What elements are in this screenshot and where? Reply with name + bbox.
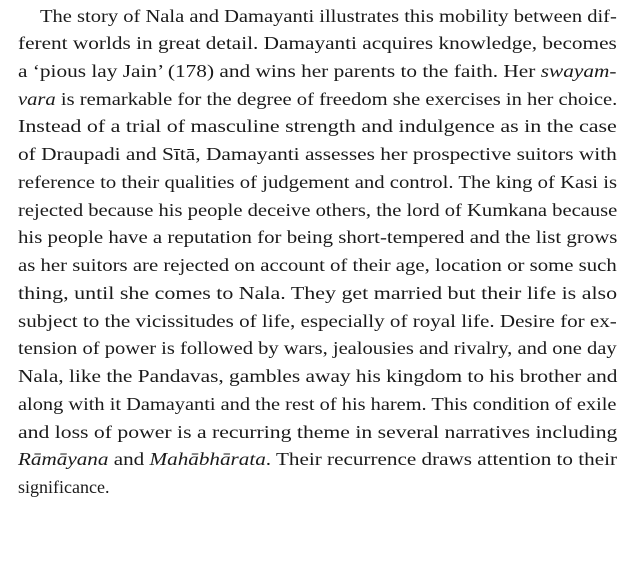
text-line-4 xyxy=(18,87,617,113)
line-8-text: rejected because his people deceive others, the lord of Kumkana because xyxy=(18,200,618,220)
text-line-18 xyxy=(18,475,109,501)
text-line-8 xyxy=(18,198,617,224)
line-4-text: is remarkable for the degree of freedom she exercises in her choice. xyxy=(55,89,618,109)
text-line-12 xyxy=(18,309,617,335)
line-3-italic: swayam- xyxy=(540,61,617,81)
text-line-17 xyxy=(18,447,617,473)
line-3-text: a ‘pious lay Jain’ (178) and wins her parents to the faith. Her xyxy=(18,61,541,81)
line-6-text: of Draupadi and Sītā, Damayanti assesses her prospective suitors with xyxy=(18,144,617,164)
line-17-text-and: and xyxy=(108,449,150,469)
text-line-15 xyxy=(18,392,616,418)
line-16-text: and loss of power is a recurring theme in several narratives including xyxy=(18,422,618,442)
text-line-11 xyxy=(18,281,617,307)
text-line-2 xyxy=(18,31,617,57)
line-10-text: as her suitors are rejected on account of their age, location or some such xyxy=(18,255,617,275)
line-2-text: ferent worlds in great detail. Damayanti acquires knowledge, becomes xyxy=(18,33,617,53)
text-line-5 xyxy=(18,114,617,140)
line-17-text-rest: . Their recurrence draws attention to their xyxy=(265,449,618,469)
text-line-14 xyxy=(18,364,617,390)
line-1-text: The story of Nala and Damayanti illustrates this mobility between dif- xyxy=(40,6,617,26)
text-line-3 xyxy=(18,59,616,85)
line-18-text: significance. xyxy=(18,477,110,497)
text-line-16 xyxy=(18,420,617,446)
line-14-text: Nala, like the Pandavas, gambles away his kingdom to his brother and xyxy=(18,366,618,386)
text-line-13 xyxy=(18,336,617,362)
line-17-italic-ramayana: Rāmāyana xyxy=(18,449,109,469)
text-line-6 xyxy=(18,142,617,168)
line-13-text: tension of power is followed by wars, jealousies and rivalry, and one day xyxy=(18,338,617,358)
line-4-italic: vara xyxy=(18,89,56,109)
line-7-text: reference to their qualities of judgement and control. The king of Kasi is xyxy=(18,172,618,192)
line-12-text: subject to the vicissitudes of life, especially of royal life. Desire for ex- xyxy=(18,311,617,331)
line-17-italic-mahabharata: Mahābhārata xyxy=(149,449,266,469)
line-15-text: along with it Damayanti and the rest of his harem. This condition of exile xyxy=(18,394,617,414)
text-line-9 xyxy=(18,225,617,251)
text-line-7 xyxy=(18,170,617,196)
text-line-10 xyxy=(18,253,617,279)
text-line-1 xyxy=(40,4,617,30)
line-9-text: his people have a reputation for being short-tempered and the list grows xyxy=(18,227,618,247)
line-5-text: Instead of a trial of masculine strength and indulgence as in the case xyxy=(18,116,617,136)
line-11-text: thing, until she comes to Nala. They get married but their life is also xyxy=(18,283,618,303)
